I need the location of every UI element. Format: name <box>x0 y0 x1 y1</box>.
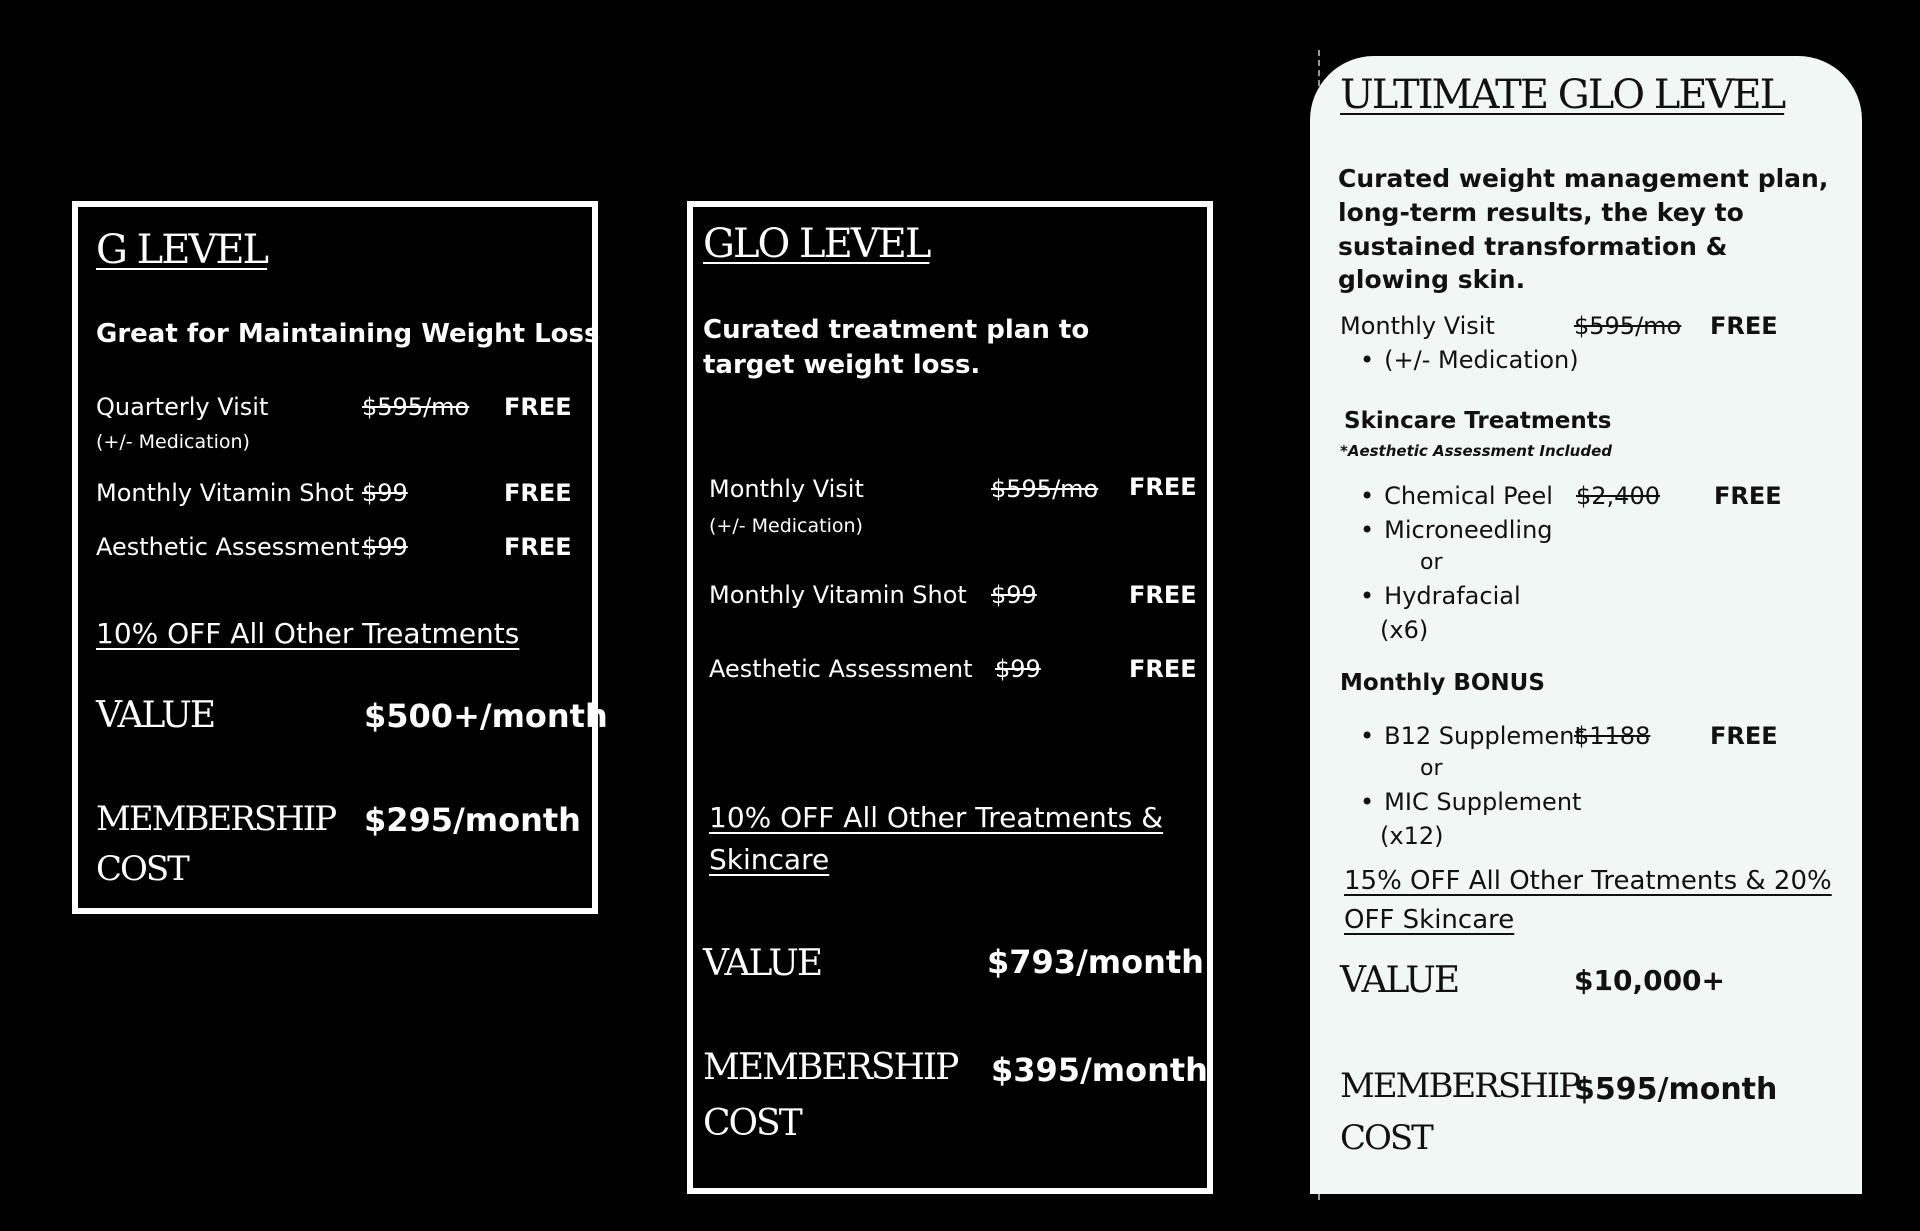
discount-text: 15% OFF All Other Treatments & 20% OFF Skincare <box>1344 866 1832 935</box>
original-price: $99 <box>995 655 1041 683</box>
or-text: or <box>1420 756 1443 781</box>
item-label: Monthly Vitamin Shot <box>709 581 967 609</box>
value-label: VALUE <box>1340 960 1459 1001</box>
membership-label: MEMBERSHIP <box>1340 1066 1580 1106</box>
value-amount: $793/month <box>987 943 1204 981</box>
original-price: $99 <box>991 581 1037 609</box>
original-price: $595/mo <box>1574 312 1682 340</box>
item-label: Monthly Vitamin Shot <box>96 479 354 507</box>
offer-free: FREE <box>1710 312 1778 340</box>
card-title: G LEVEL <box>96 227 268 273</box>
item-sublabel: • (+/- Medication) <box>1360 346 1579 374</box>
membership-amount: $295/month <box>364 801 581 839</box>
card-tagline: Great for Maintaining Weight Loss <box>96 319 600 349</box>
skincare-heading: Skincare Treatments <box>1344 408 1612 434</box>
offer-free: FREE <box>1714 482 1782 510</box>
quantity: (x12) <box>1380 822 1444 850</box>
item-label: Quarterly Visit <box>96 393 269 421</box>
original-price: $595/mo <box>362 393 470 421</box>
membership-label: MEMBERSHIP <box>96 799 336 839</box>
offer-free: FREE <box>1129 473 1197 501</box>
offer-free: FREE <box>504 479 572 507</box>
offer-free: FREE <box>1129 655 1197 683</box>
item-label: Aesthetic Assessment <box>96 533 360 561</box>
list-item: • Microneedling <box>1360 516 1553 544</box>
item-sublabel: (+/- Medication) <box>709 515 863 537</box>
membership-label: COST <box>1340 1118 1432 1158</box>
glo-level-card <box>687 201 1213 1194</box>
membership-amount: $595/month <box>1574 1072 1778 1107</box>
list-item: • Hydrafacial <box>1360 582 1521 610</box>
original-price: $99 <box>362 479 408 507</box>
bonus-heading: Monthly BONUS <box>1340 670 1545 696</box>
offer-free: FREE <box>504 533 572 561</box>
value-label: VALUE <box>96 695 215 736</box>
value-amount: $10,000+ <box>1574 964 1725 997</box>
membership-amount: $395/month <box>991 1051 1208 1089</box>
card-tagline: Curated treatment plan to target weight loss. <box>703 315 1090 381</box>
g-level-card <box>72 201 608 914</box>
item-label: Monthly Visit <box>709 475 864 503</box>
list-item: • MIC Supplement <box>1360 788 1581 816</box>
list-item: • B12 Supplement <box>1360 722 1584 750</box>
value-label: VALUE <box>703 943 822 984</box>
offer-free: FREE <box>1710 722 1778 750</box>
original-price: $2,400 <box>1576 482 1660 510</box>
card-title: GLO LEVEL <box>703 221 930 267</box>
or-text: or <box>1420 550 1443 575</box>
quantity: (x6) <box>1380 616 1429 644</box>
item-label: Monthly Visit <box>1340 312 1495 340</box>
discount-text: 10% OFF All Other Treatments & Skincare <box>709 801 1164 876</box>
membership-label: COST <box>703 1103 801 1144</box>
card-tagline: Curated weight management plan, long-term results, the key to sustained transformation & glowing skin. <box>1338 164 1829 295</box>
card-title: ULTIMATE GLO LEVEL <box>1340 72 1785 118</box>
original-price: $99 <box>362 533 408 561</box>
ultimate-glo-level-card <box>1310 56 1862 1194</box>
skincare-note: *Aesthetic Assessment Included <box>1340 442 1612 460</box>
item-sublabel: (+/- Medication) <box>96 431 250 453</box>
discount-text: 10% OFF All Other Treatments <box>96 617 520 650</box>
original-price: $595/mo <box>991 475 1099 503</box>
original-price: $1188 <box>1574 722 1651 750</box>
membership-label: MEMBERSHIP <box>703 1047 958 1088</box>
item-label: Aesthetic Assessment <box>709 655 973 683</box>
membership-label: COST <box>96 849 188 889</box>
offer-free: FREE <box>504 393 572 421</box>
offer-free: FREE <box>1129 581 1197 609</box>
list-item: • Chemical Peel <box>1360 482 1553 510</box>
value-amount: $500+/month <box>364 697 608 735</box>
